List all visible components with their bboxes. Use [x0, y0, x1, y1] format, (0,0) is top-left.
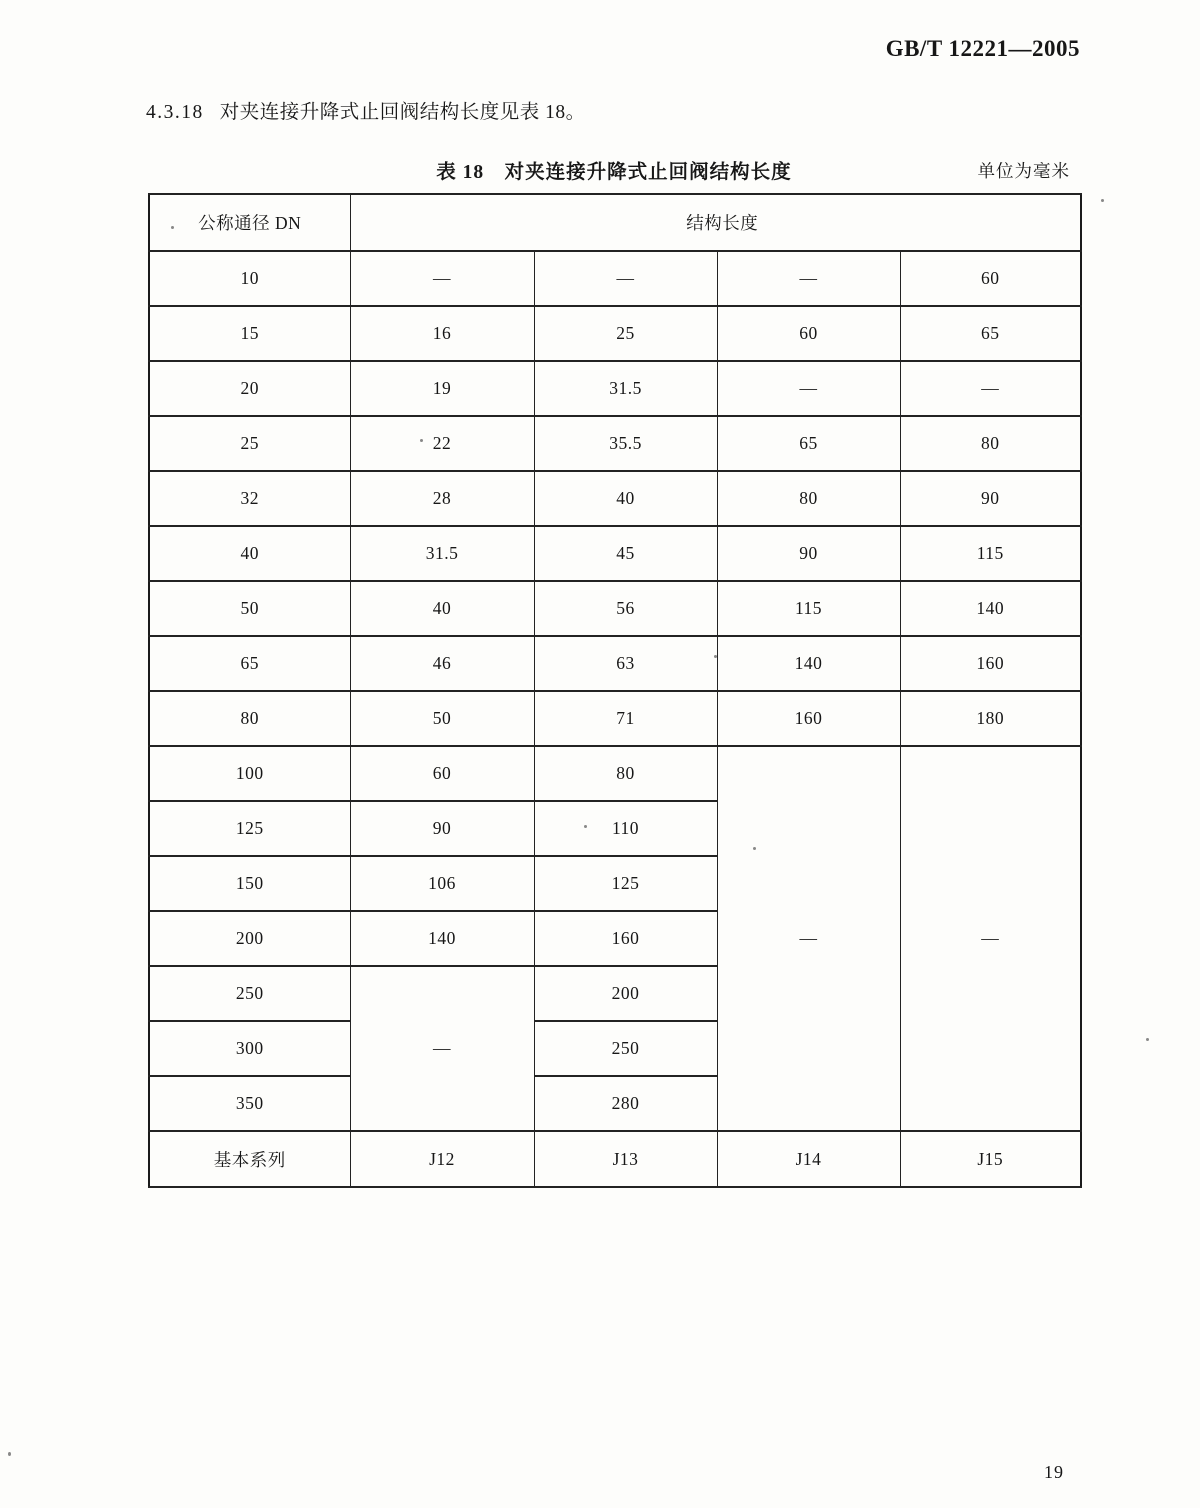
- table-row: [149, 746, 1081, 801]
- value-cell: 31.5: [350, 526, 534, 581]
- value-cell: 250: [534, 1021, 717, 1076]
- value-cell: 140: [900, 581, 1081, 636]
- value-cell: —: [350, 251, 534, 306]
- value-cell: —: [534, 251, 717, 306]
- value-cell: 180: [900, 691, 1081, 746]
- value-cell: 46: [350, 636, 534, 691]
- value-cell: 60: [717, 306, 900, 361]
- value-cell: 35.5: [534, 416, 717, 471]
- scan-artifact: [753, 847, 756, 850]
- value-cell: 160: [717, 691, 900, 746]
- table-row: [149, 581, 1081, 636]
- value-cell: 160: [534, 911, 717, 966]
- value-cell: —: [717, 361, 900, 416]
- scan-artifact: [1101, 199, 1104, 202]
- value-cell: 45: [534, 526, 717, 581]
- value-cell: 140: [717, 636, 900, 691]
- dn-cell: 20: [149, 361, 350, 416]
- series-cell-j15: J15: [900, 1131, 1081, 1187]
- scan-artifact: [8, 1452, 11, 1456]
- table-row: [149, 526, 1081, 581]
- value-cell: 80: [717, 471, 900, 526]
- value-cell: 115: [900, 526, 1081, 581]
- table-caption-band: [148, 156, 1080, 184]
- dn-cell: 25: [149, 416, 350, 471]
- dn-cell: 125: [149, 801, 350, 856]
- dn-cell: 200: [149, 911, 350, 966]
- value-cell: —: [717, 251, 900, 306]
- value-cell: 200: [534, 966, 717, 1021]
- value-cell: 40: [534, 471, 717, 526]
- header-length-cell: 结构长度: [350, 194, 1081, 251]
- series-cell-j12: J12: [350, 1131, 534, 1187]
- clause-number: 4.3.18: [146, 102, 204, 123]
- dn-cell: 100: [149, 746, 350, 801]
- series-label-cell: 基本系列: [149, 1131, 350, 1187]
- value-cell: 25: [534, 306, 717, 361]
- table-caption: 表 18 对夹连接升降式止回阀结构长度: [436, 162, 792, 183]
- table-18: [148, 193, 1082, 1188]
- page-number: 19: [1044, 1462, 1064, 1482]
- value-cell: 90: [900, 471, 1081, 526]
- header-dn-cell: 公称通径 DN: [149, 194, 350, 251]
- dn-cell: 300: [149, 1021, 350, 1076]
- value-cell: 31.5: [534, 361, 717, 416]
- dn-cell: 65: [149, 636, 350, 691]
- dn-cell: 50: [149, 581, 350, 636]
- value-cell: 28: [350, 471, 534, 526]
- value-cell: 63: [534, 636, 717, 691]
- value-cell: —: [900, 361, 1081, 416]
- dn-cell: 350: [149, 1076, 350, 1131]
- merged-dash-cell-j12: —: [350, 966, 534, 1131]
- dn-cell: 150: [149, 856, 350, 911]
- value-cell: 40: [350, 581, 534, 636]
- value-cell: 65: [900, 306, 1081, 361]
- value-cell: 16: [350, 306, 534, 361]
- clause-text: 对夹连接升降式止回阀结构长度见表 18。: [219, 102, 586, 123]
- value-cell: 90: [350, 801, 534, 856]
- table-row: [149, 361, 1081, 416]
- value-cell: 80: [900, 416, 1081, 471]
- scan-artifact: [714, 655, 717, 658]
- value-cell: 106: [350, 856, 534, 911]
- unit-note: 单位为毫米: [977, 161, 1070, 181]
- value-cell: 22: [350, 416, 534, 471]
- scan-artifact: [420, 439, 423, 442]
- value-cell: 71: [534, 691, 717, 746]
- value-cell: 60: [900, 251, 1081, 306]
- dn-cell: 80: [149, 691, 350, 746]
- scan-artifact: [171, 226, 174, 229]
- series-cell-j14: J14: [717, 1131, 900, 1187]
- value-cell: 65: [717, 416, 900, 471]
- value-cell: 140: [350, 911, 534, 966]
- clause-4-3-18: [146, 96, 586, 124]
- table-row: [149, 306, 1081, 361]
- value-cell: 80: [534, 746, 717, 801]
- table-row: [149, 251, 1081, 306]
- table-row: [149, 691, 1081, 746]
- merged-dash-cell-j14: —: [717, 746, 900, 1131]
- table-row: [149, 636, 1081, 691]
- value-cell: 50: [350, 691, 534, 746]
- value-cell: 110: [534, 801, 717, 856]
- scan-artifact: [1146, 1038, 1149, 1041]
- merged-dash-cell-j15: —: [900, 746, 1081, 1131]
- dn-cell: 32: [149, 471, 350, 526]
- value-cell: 56: [534, 581, 717, 636]
- series-row: [149, 1131, 1081, 1187]
- dn-cell: 40: [149, 526, 350, 581]
- scan-artifact: [584, 825, 587, 828]
- dn-cell: 15: [149, 306, 350, 361]
- value-cell: 60: [350, 746, 534, 801]
- value-cell: 125: [534, 856, 717, 911]
- table-row: [149, 471, 1081, 526]
- table-header-row: [149, 194, 1081, 251]
- dn-cell: 10: [149, 251, 350, 306]
- value-cell: 280: [534, 1076, 717, 1131]
- value-cell: 160: [900, 636, 1081, 691]
- series-cell-j13: J13: [534, 1131, 717, 1187]
- table-row: [149, 416, 1081, 471]
- value-cell: 115: [717, 581, 900, 636]
- standard-code: GB/T 12221—2005: [885, 36, 1080, 61]
- value-cell: 90: [717, 526, 900, 581]
- dn-cell: 250: [149, 966, 350, 1021]
- value-cell: 19: [350, 361, 534, 416]
